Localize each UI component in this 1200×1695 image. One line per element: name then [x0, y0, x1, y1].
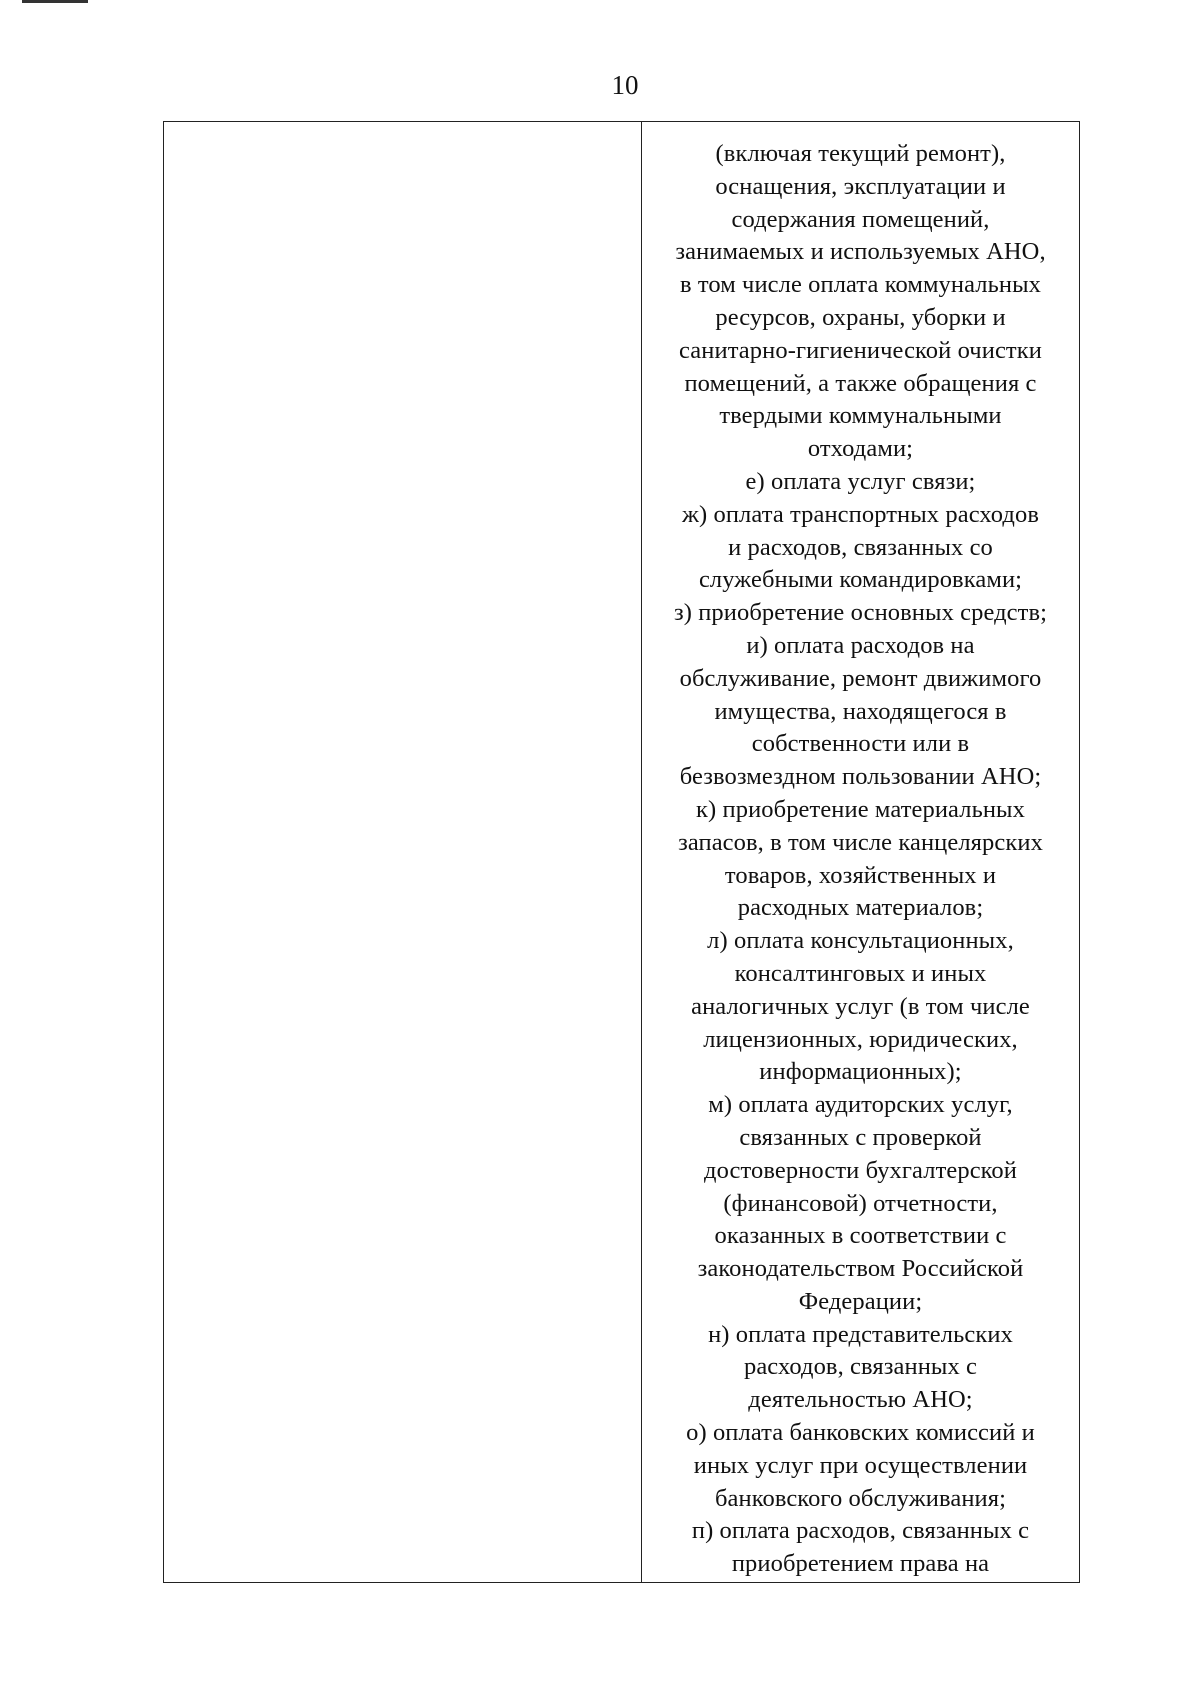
text-line: товаров, хозяйственных и	[724, 861, 997, 889]
text-line: (финансовой) отчетности,	[723, 1189, 998, 1217]
text-line: аналогичных услуг (в том числе	[691, 992, 1030, 1020]
text-line: в том числе оплата коммунальных	[679, 271, 1042, 299]
text-line: и расходов, связанных со	[728, 533, 993, 561]
text-line: н) оплата представительских	[708, 1320, 1013, 1348]
text-line: деятельностью АНО;	[748, 1386, 973, 1414]
text-line: безвозмездном пользовании АНО;	[679, 763, 1042, 791]
text-line: помещений, а также обращения с	[684, 369, 1037, 397]
table-cell-right	[642, 122, 1079, 1582]
text-line: иных услуг при осуществлении	[693, 1451, 1028, 1479]
text-line: банковского обслуживания;	[714, 1484, 1007, 1512]
text-line: информационных);	[759, 1058, 962, 1086]
text-line: расходных материалов;	[737, 894, 984, 922]
text-line: к) приобретение материальных	[696, 795, 1025, 823]
text-line: оснащения, эксплуатации и	[715, 172, 1006, 200]
text-line: запасов, в том числе канцелярских	[678, 828, 1043, 856]
text-line: санитарно-гигиенической очистки	[679, 336, 1042, 364]
table-cell-right-text	[642, 138, 1079, 1581]
text-line: ресурсов, охраны, уборки и	[715, 303, 1006, 331]
page-number: 10	[611, 70, 639, 100]
text-line: Федерации;	[798, 1287, 923, 1315]
text-line: з) приобретение основных средств;	[673, 599, 1048, 627]
text-line: собственности или в	[751, 730, 970, 758]
text-line: п) оплата расходов, связанных с	[691, 1517, 1030, 1545]
text-line: содержания помещений,	[731, 205, 990, 233]
text-line: законодательством Российской	[697, 1255, 1024, 1283]
text-line: л) оплата консультационных,	[707, 927, 1014, 955]
text-line: ж) оплата транспортных расходов	[681, 500, 1040, 528]
text-line: отходами;	[807, 435, 914, 463]
text-line: и) оплата расходов на	[746, 631, 975, 659]
text-line: консалтинговых и иных	[734, 959, 987, 987]
text-line: имущества, находящегося в	[714, 697, 1007, 725]
scan-corner-mark	[22, 0, 88, 3]
document-table	[163, 121, 1080, 1583]
text-line: оказанных в соответствии с	[714, 1222, 1007, 1250]
text-line: о) оплата банковских комиссий и	[686, 1419, 1035, 1447]
text-line: лицензионных, юридических,	[703, 1025, 1018, 1053]
text-line: м) оплата аудиторских услуг,	[708, 1091, 1013, 1119]
table-cell-left	[164, 122, 642, 1582]
text-line: занимаемых и используемых АНО,	[675, 238, 1046, 266]
text-line: расходов, связанных с	[743, 1353, 978, 1381]
text-line: е) оплата услуг связи;	[745, 467, 976, 495]
text-line: обслуживание, ремонт движимого	[679, 664, 1042, 692]
text-line: достоверности бухгалтерской	[704, 1156, 1017, 1184]
text-line: приобретением права на	[731, 1550, 990, 1578]
text-line: служебными командировками;	[698, 566, 1023, 594]
text-line: твердыми коммунальными	[719, 402, 1002, 430]
text-line: связанных с проверкой	[739, 1123, 982, 1151]
text-line: (включая текущий ремонт),	[715, 140, 1006, 167]
